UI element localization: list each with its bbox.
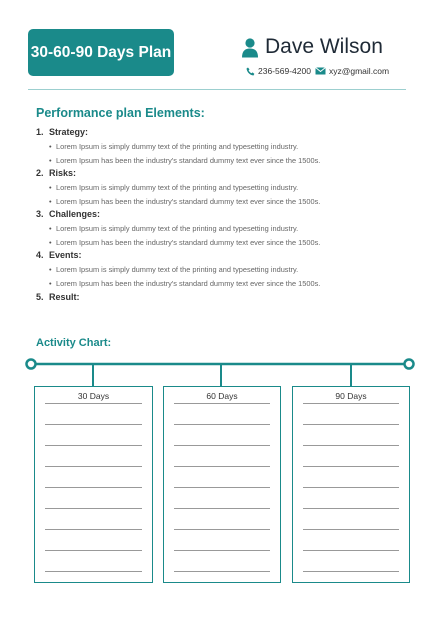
performance-title: Performance plan Elements: xyxy=(36,106,205,120)
item-events xyxy=(36,250,82,260)
writing-line xyxy=(174,487,270,488)
writing-line xyxy=(45,508,142,509)
list-item: • Lorem Ipsum has been the industry's standard dummy text ever since the 1500s. xyxy=(49,197,320,206)
writing-line xyxy=(303,466,399,467)
timeline-bar xyxy=(0,355,440,387)
writing-line xyxy=(45,424,142,425)
list-item: • Lorem Ipsum has been the industry's standard dummy text ever since the 1500s. xyxy=(49,279,320,288)
list-item: • Lorem Ipsum is simply dummy text of the printing and typesetting industry. xyxy=(49,265,298,274)
writing-line xyxy=(174,466,270,467)
plan-title-banner xyxy=(28,29,174,76)
list-item: • Lorem Ipsum is simply dummy text of the printing and typesetting industry. xyxy=(49,142,298,151)
writing-line xyxy=(303,487,399,488)
writing-line xyxy=(303,445,399,446)
writing-line xyxy=(303,508,399,509)
writing-line xyxy=(45,550,142,551)
column-title: 60 Days xyxy=(206,391,238,401)
timeline-start-node xyxy=(27,360,36,369)
person-icon xyxy=(241,38,259,58)
writing-line xyxy=(45,487,142,488)
phone-icon xyxy=(246,67,255,76)
phone-number: 236-569-4200 xyxy=(258,66,311,76)
writing-line xyxy=(174,445,270,446)
writing-line xyxy=(303,571,399,572)
header-divider xyxy=(28,89,406,90)
list-item: • Lorem Ipsum has been the industry's standard dummy text ever since the 1500s. xyxy=(49,156,320,165)
item-label: Events: xyxy=(49,250,82,260)
mail-icon xyxy=(315,67,326,75)
writing-line xyxy=(303,529,399,530)
activity-title: Activity Chart: xyxy=(36,337,112,349)
item-number: 1. xyxy=(36,127,44,137)
writing-line xyxy=(174,508,270,509)
timeline-end-node xyxy=(405,360,414,369)
writing-line xyxy=(45,403,142,404)
writing-line xyxy=(303,550,399,551)
list-item: • Lorem Ipsum is simply dummy text of the printing and typesetting industry. xyxy=(49,224,298,233)
item-challenges xyxy=(36,209,100,219)
item-label: Risks: xyxy=(49,168,77,178)
item-label: Strategy: xyxy=(49,127,89,137)
item-strategy xyxy=(36,127,88,137)
writing-line xyxy=(174,571,270,572)
writing-line xyxy=(303,424,399,425)
column-title: 90 Days xyxy=(335,391,367,401)
column-90-days xyxy=(292,386,410,583)
column-title: 30 Days xyxy=(77,391,110,401)
email-contact xyxy=(315,66,389,76)
item-number: 4. xyxy=(36,250,44,260)
item-number: 3. xyxy=(36,209,44,219)
list-item: • Lorem Ipsum is simply dummy text of the printing and typesetting industry. xyxy=(49,183,298,192)
writing-line xyxy=(303,403,399,404)
writing-line xyxy=(45,466,142,467)
item-label: Challenges: xyxy=(49,209,101,219)
writing-line xyxy=(174,550,270,551)
writing-line xyxy=(45,445,142,446)
column-60-days xyxy=(163,386,281,583)
item-risks xyxy=(36,168,76,178)
column-30-days xyxy=(34,386,153,583)
email-address: xyz@gmail.com xyxy=(329,66,390,76)
writing-line xyxy=(174,424,270,425)
list-item: • Lorem Ipsum has been the industry's standard dummy text ever since the 1500s. xyxy=(49,238,320,247)
person-name: Dave Wilson xyxy=(265,35,383,58)
writing-line xyxy=(45,529,142,530)
writing-line xyxy=(45,571,142,572)
phone-contact xyxy=(246,66,311,76)
item-number: 5. xyxy=(36,292,44,302)
writing-line xyxy=(174,403,270,404)
item-label: Result: xyxy=(49,292,80,302)
writing-line xyxy=(174,529,270,530)
plan-title: 30-60-90 Days Plan xyxy=(30,43,172,61)
item-result xyxy=(36,292,80,302)
item-number: 2. xyxy=(36,168,44,178)
